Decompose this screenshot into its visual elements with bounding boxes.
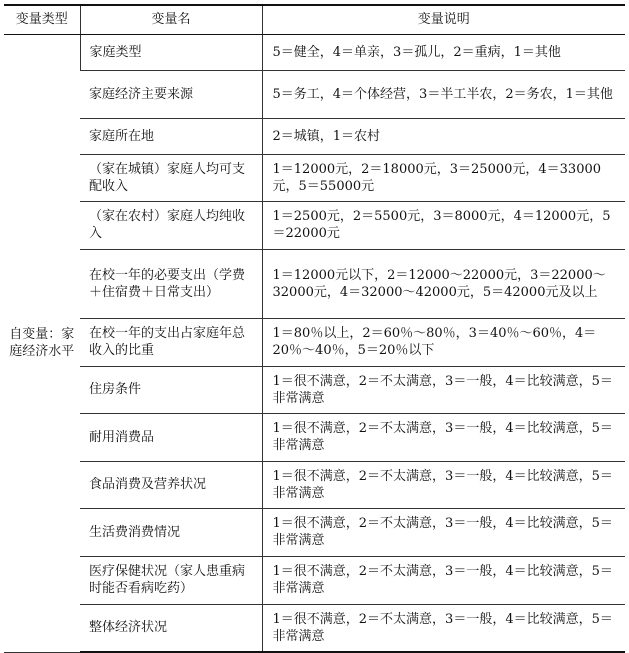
variable-name-cell: 在校一年的支出占家庭年总收入的比重 <box>80 318 262 366</box>
variable-desc-cell: 1＝很不满意，2＝不太满意，3＝一般，4＝比较满意，5＝非常满意 <box>262 604 625 652</box>
variable-desc-cell: 1＝很不满意，2＝不太满意，3＝一般，4＝比较满意，5＝非常满意 <box>262 366 625 413</box>
variable-name-cell: 生活费消费情况 <box>80 508 262 556</box>
table-row <box>4 34 625 70</box>
variable-name-cell: 在校一年的必要支出（学费＋住宿费＋日常支出） <box>80 249 262 318</box>
header-variable-type: 变量类型 <box>4 5 80 34</box>
variable-name-cell: 食品消费及营养状况 <box>80 461 262 508</box>
variable-desc-cell: 1＝很不满意，2＝不太满意，3＝一般，4＝比较满意，5＝非常满意 <box>262 556 625 604</box>
variables-table <box>4 4 625 653</box>
variable-name-cell: 住房条件 <box>80 366 262 413</box>
header-variable-name: 变量名 <box>80 5 262 34</box>
table-row <box>4 154 625 201</box>
variable-desc-cell: 1＝12000元，2＝18000元，3＝25000元，4＝33000元，5＝55000元 <box>262 154 625 201</box>
header-variable-description: 变量说明 <box>262 5 625 34</box>
variable-name-cell: 整体经济状况 <box>80 604 262 652</box>
header-row <box>4 5 625 34</box>
variable-desc-cell: 2＝城镇，1＝农村 <box>262 118 625 154</box>
variable-type-cell <box>4 34 80 652</box>
variable-desc-cell: 1＝很不满意，2＝不太满意，3＝一般，4＝比较满意，5＝非常满意 <box>262 508 625 556</box>
variable-name-cell: 医疗保健状况（家人患重病时能否看病吃药） <box>80 556 262 604</box>
variable-desc-cell: 1＝很不满意，2＝不太满意，3＝一般，4＝比较满意，5＝非常满意 <box>262 413 625 461</box>
table-row <box>4 413 625 461</box>
variable-desc-cell: 1＝80％以上，2＝60％～80％，3＝40％～60％，4＝20％～40％，5＝20％以下 <box>262 318 625 366</box>
variable-desc-cell: 1＝12000元以下，2＝12000～22000元，3＝22000～32000元，4＝32000～42000元，5＝42000元及以上 <box>262 249 625 318</box>
table-row <box>4 118 625 154</box>
table-row <box>4 366 625 413</box>
variable-desc-cell: 1＝2500元，2＝5500元，3＝8000元，4＝12000元，5＝22000元 <box>262 201 625 249</box>
variable-desc-cell: 5＝务工，4＝个体经营，3＝半工半农，2＝务农，1＝其他 <box>262 70 625 118</box>
table-row <box>4 70 625 118</box>
variable-desc-cell: 5＝健全，4＝单亲，3＝孤儿，2＝重病，1＝其他 <box>262 34 625 70</box>
table-row <box>4 556 625 604</box>
variable-type-label: 自变量：家庭经济水平 <box>9 327 75 359</box>
variable-name-cell: 耐用消费品 <box>80 413 262 461</box>
table-row <box>4 318 625 366</box>
variable-name-cell: （家在城镇）家庭人均可支配收入 <box>80 154 262 201</box>
variable-name-cell: 家庭类型 <box>80 34 262 70</box>
variable-name-cell: 家庭所在地 <box>80 118 262 154</box>
variable-name-cell: 家庭经济主要来源 <box>80 70 262 118</box>
variable-desc-cell: 1＝很不满意，2＝不太满意，3＝一般，4＝比较满意，5＝非常满意 <box>262 461 625 508</box>
variable-name-cell: （家在农村）家庭人均纯收入 <box>80 201 262 249</box>
table-row <box>4 604 625 652</box>
table-row <box>4 249 625 318</box>
table-row <box>4 508 625 556</box>
table-row <box>4 201 625 249</box>
table-row <box>4 461 625 508</box>
